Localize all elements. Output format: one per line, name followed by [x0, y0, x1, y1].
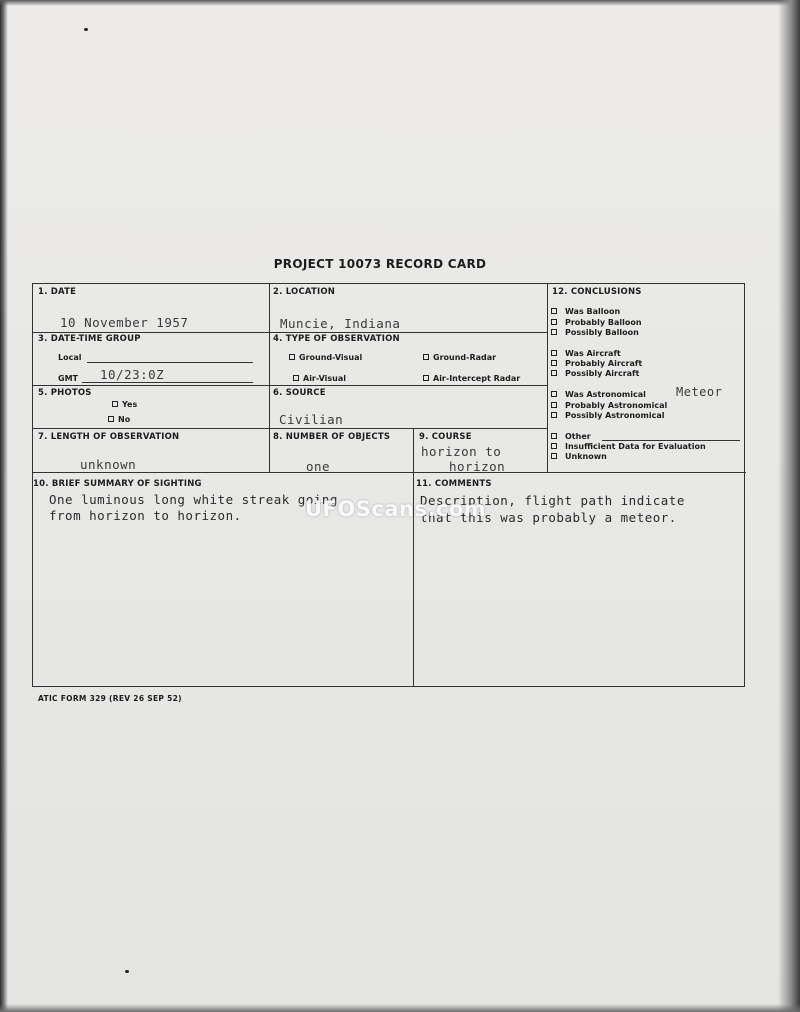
- photos-no: No: [108, 415, 130, 424]
- option-air-visual: Air-Visual: [293, 374, 346, 383]
- date-label: 1. DATE: [38, 287, 77, 297]
- speck: [84, 28, 88, 31]
- local-label: Local: [58, 353, 82, 362]
- comments-line-2: that this was probably a meteor.: [420, 510, 677, 525]
- checkbox-icon: [423, 354, 429, 360]
- conclusion-probably-astronomical: Probably Astronomical: [551, 401, 667, 410]
- conclusion-possibly-balloon: Possibly Balloon: [551, 328, 639, 337]
- scan-shadow-left: [0, 0, 8, 1012]
- comments-label: 11. COMMENTS: [416, 479, 492, 489]
- conclusion-other: Other: [551, 432, 591, 441]
- conclusion-annotation: Meteor: [676, 385, 723, 399]
- conclusion-possibly-astronomical: Possibly Astronomical: [551, 411, 664, 420]
- checkbox-icon: [551, 370, 557, 376]
- length-of-observation-label: 7. LENGTH OF OBSERVATION: [38, 432, 180, 442]
- photos-yes: Yes: [112, 400, 137, 409]
- scan-shadow-bottom: [0, 1004, 800, 1012]
- date-time-group-label: 3. DATE-TIME GROUP: [38, 334, 141, 344]
- card-title: PROJECT 10073 RECORD CARD: [273, 257, 487, 271]
- checkbox-icon: [551, 329, 557, 335]
- checkbox-icon: [423, 375, 429, 381]
- photos-label: 5. PHOTOS: [38, 388, 92, 398]
- scan-shadow-top: [0, 0, 800, 6]
- checkbox-icon: [551, 360, 557, 366]
- summary-line-2: from horizon to horizon.: [49, 508, 242, 523]
- checkbox-icon: [551, 433, 557, 439]
- checkbox-checked-icon: [289, 354, 295, 360]
- conclusion-insufficient-data: Insufficient Data for Evaluation: [551, 442, 706, 451]
- checkbox-icon: [551, 453, 557, 459]
- conclusion-possibly-aircraft: Possibly Aircraft: [551, 369, 639, 378]
- form-footer: ATIC FORM 329 (REV 26 SEP 52): [38, 694, 182, 703]
- checkbox-icon: [551, 402, 557, 408]
- type-of-observation-label: 4. TYPE OF OBSERVATION: [273, 334, 400, 344]
- conclusion-probably-aircraft: Probably Aircraft: [551, 359, 642, 368]
- conclusion-was-aircraft: Was Aircraft: [551, 349, 621, 358]
- number-of-objects-value: one: [306, 459, 331, 474]
- gmt-value: 10/23:0Z: [100, 367, 165, 382]
- checkbox-icon: [551, 308, 557, 314]
- checkbox-icon: [551, 319, 557, 325]
- option-ground-radar: Ground-Radar: [423, 353, 496, 362]
- checkbox-icon: [551, 443, 557, 449]
- comments-line-1: Description, flight path indicate: [420, 493, 685, 508]
- gmt-label: GMT: [58, 374, 78, 383]
- speck: [125, 970, 129, 973]
- course-line-2: horizon: [449, 459, 506, 474]
- checkbox-icon: [293, 375, 299, 381]
- date-value: 10 November 1957: [60, 315, 189, 330]
- source-label: 6. SOURCE: [273, 388, 326, 398]
- scan-shadow-right: [778, 0, 800, 1012]
- location-value: Muncie, Indiana: [280, 316, 401, 331]
- conclusion-was-astronomical: Was Astronomical: [551, 390, 646, 399]
- length-of-observation-value: unknown: [80, 457, 137, 472]
- summary-label: 10. BRIEF SUMMARY OF SIGHTING: [33, 479, 202, 489]
- checkbox-icon: [112, 401, 118, 407]
- conclusion-probably-balloon: Probably Balloon: [551, 318, 642, 327]
- option-air-intercept-radar: Air-Intercept Radar: [423, 374, 520, 383]
- course-label: 9. COURSE: [419, 432, 472, 442]
- checkbox-icon: [551, 350, 557, 356]
- checkbox-icon: [551, 391, 557, 397]
- conclusion-unknown: Unknown: [551, 452, 607, 461]
- source-value: Civilian: [279, 412, 344, 427]
- checkbox-checked-icon: [551, 412, 557, 418]
- conclusion-was-balloon: Was Balloon: [551, 307, 620, 316]
- summary-line-1: One luminous long white streak going: [49, 492, 338, 507]
- option-ground-visual: Ground-Visual: [289, 353, 362, 362]
- location-label: 2. LOCATION: [273, 287, 336, 297]
- checkbox-checked-icon: [108, 416, 114, 422]
- number-of-objects-label: 8. NUMBER OF OBJECTS: [273, 432, 391, 442]
- conclusions-label: 12. CONCLUSIONS: [552, 287, 642, 297]
- course-line-1: horizon to: [421, 444, 502, 459]
- watermark: UFOScans.com: [305, 497, 487, 521]
